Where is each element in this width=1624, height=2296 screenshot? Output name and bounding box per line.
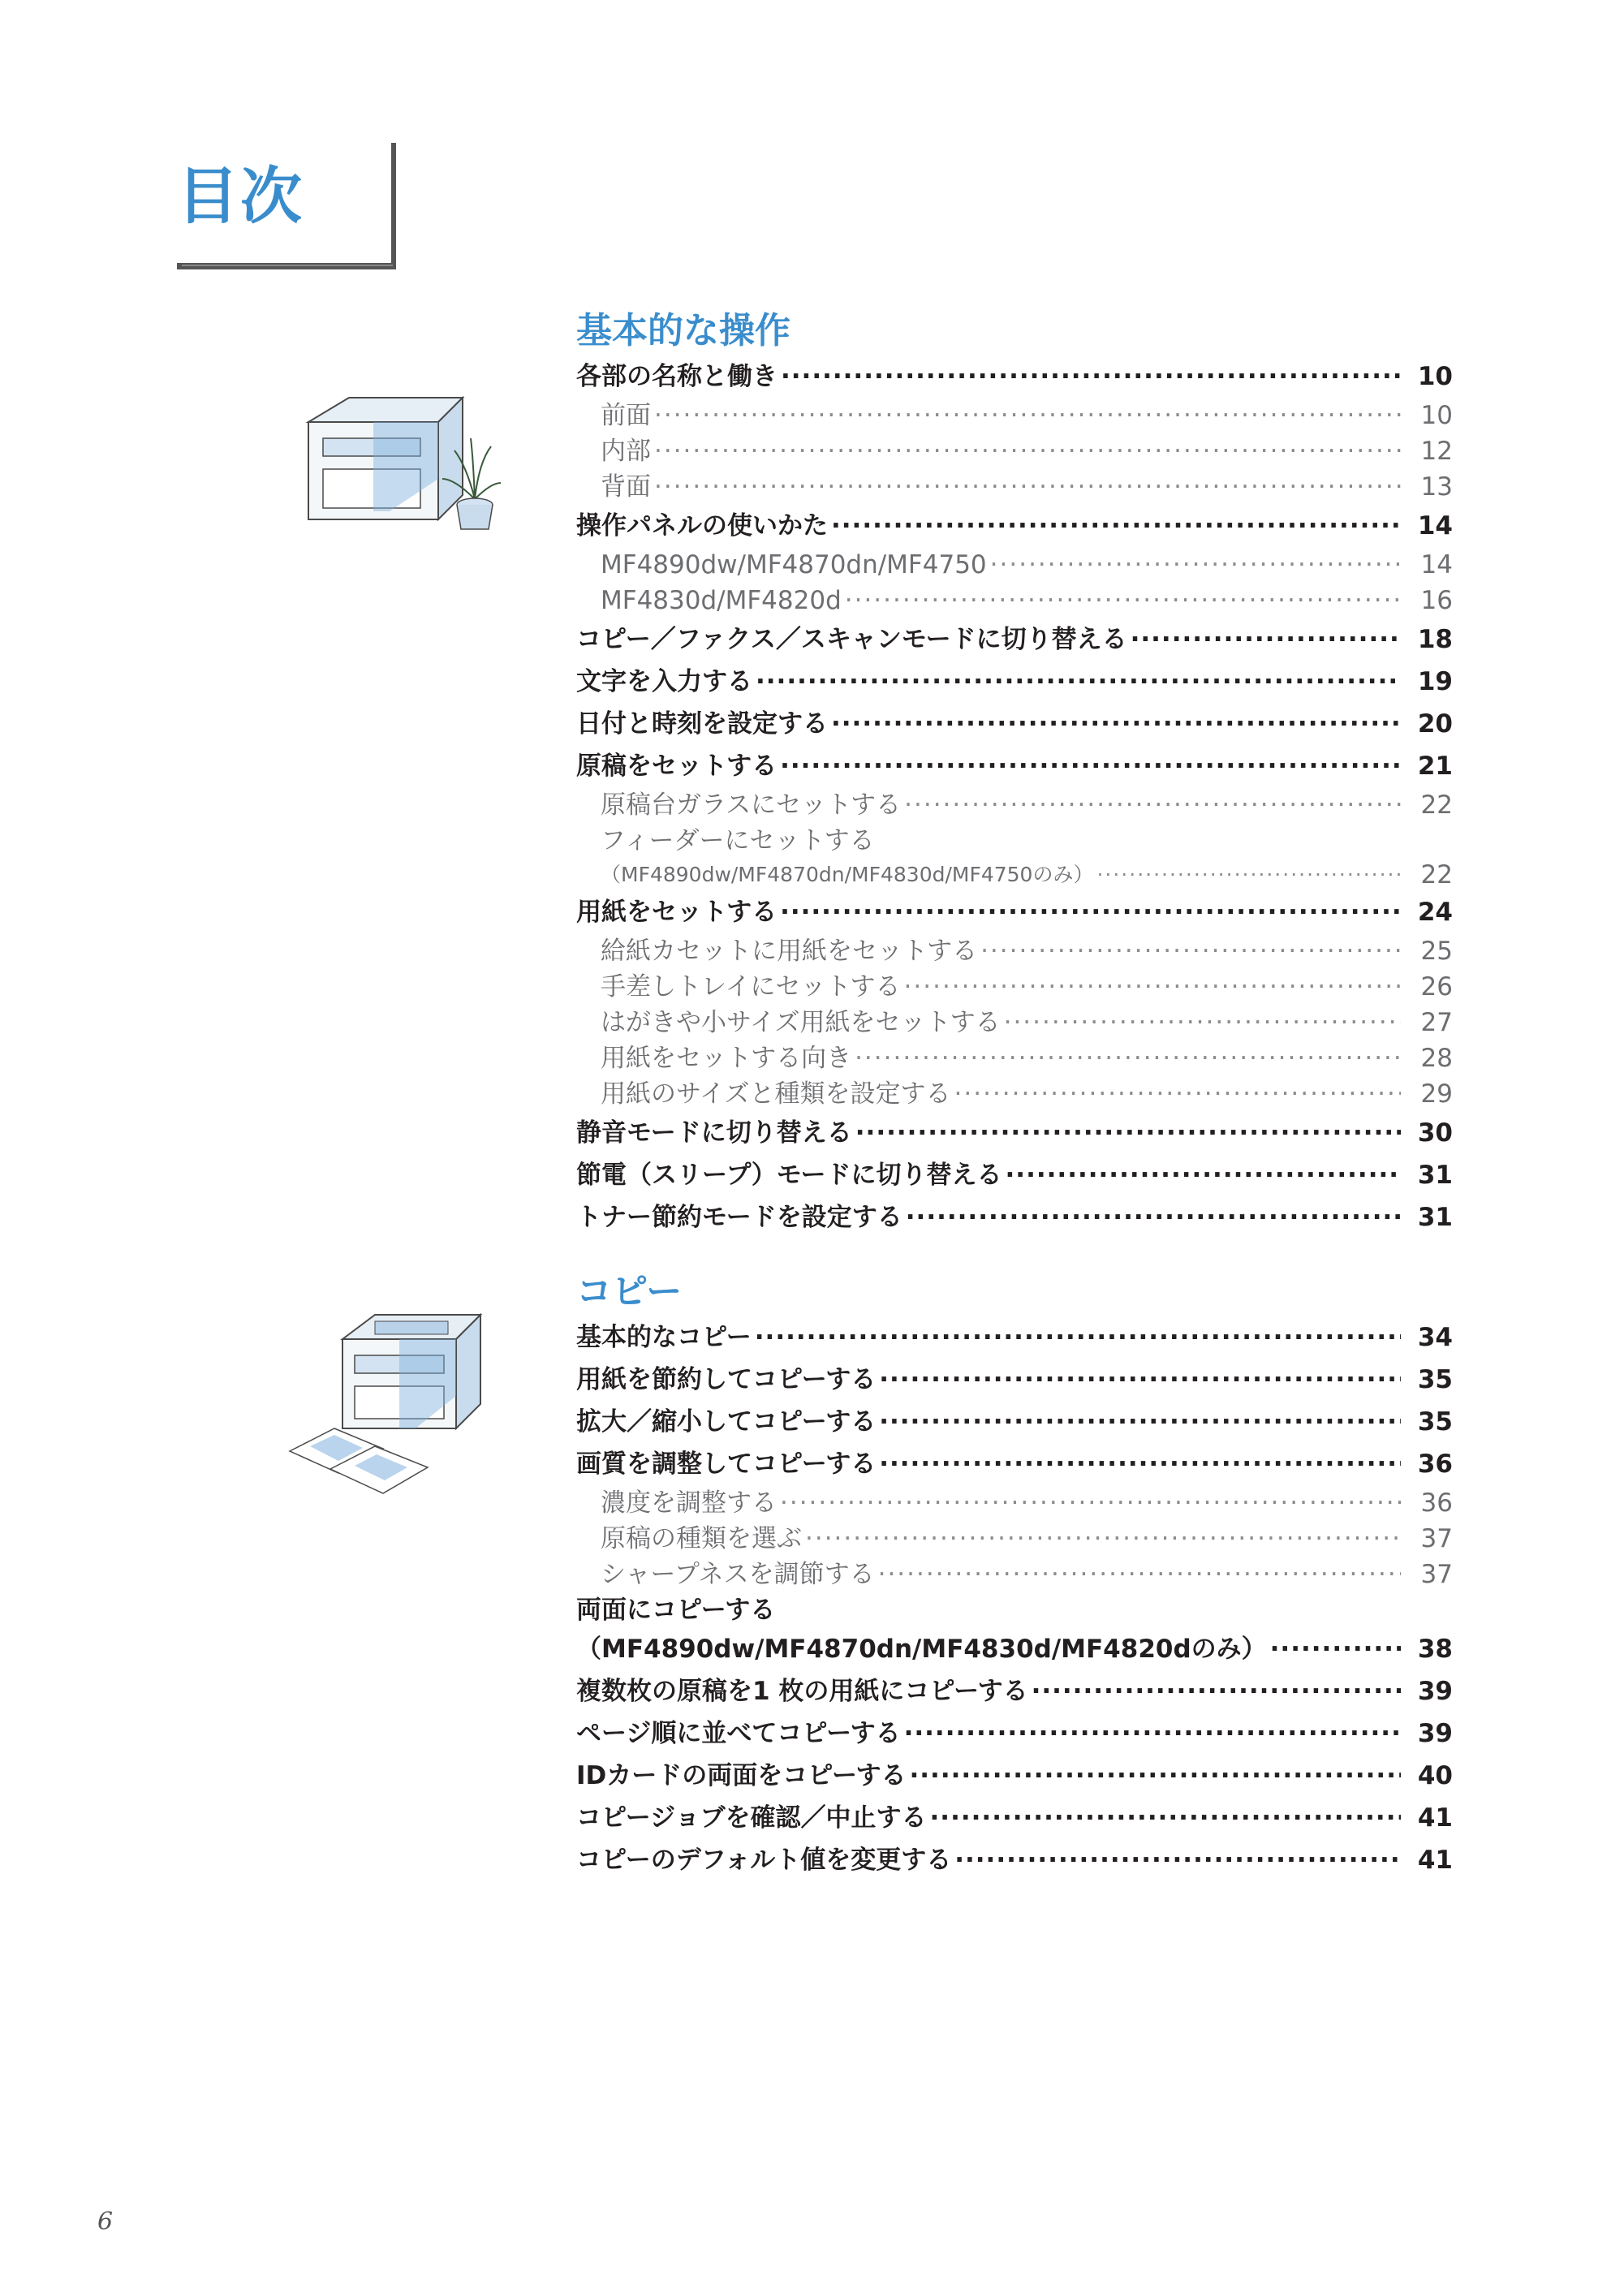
entry-label: 手差しトレイにセットする	[601, 972, 901, 1002]
entry-page: 20	[1417, 709, 1453, 739]
toc-entry[interactable]	[576, 1485, 1453, 1521]
dot-leader	[780, 745, 1401, 787]
entry-label: 原稿台ガラスにセットする	[601, 790, 902, 820]
entry-page: 35	[1417, 1365, 1453, 1394]
dot-leader	[1032, 1670, 1401, 1712]
dot-leader	[831, 505, 1401, 547]
entry-label: 複数枚の原稿を1 枚の用紙にコピーする	[576, 1677, 1028, 1706]
entry-label: 両面にコピーする	[576, 1596, 776, 1625]
dot-leader	[1006, 1154, 1401, 1196]
toc-entry[interactable]	[576, 969, 1453, 1005]
page-title: 目次	[177, 160, 304, 232]
toc-entry[interactable]	[576, 1628, 1453, 1670]
entry-label: 用紙をセットする	[576, 898, 778, 927]
entry-page: 21	[1417, 752, 1453, 781]
dot-leader	[879, 1359, 1401, 1401]
entry-label: 各部の名称と働き	[576, 362, 778, 391]
entry-label: 基本的なコピー	[576, 1323, 752, 1352]
entry-page: 34	[1417, 1323, 1453, 1352]
entry-page: 41	[1417, 1803, 1453, 1833]
toc-entry[interactable]	[576, 1076, 1453, 1112]
toc-entry[interactable]	[576, 1154, 1453, 1196]
entry-page: 36	[1420, 1488, 1453, 1518]
section-heading: コピー	[576, 1271, 683, 1312]
dot-leader	[845, 583, 1401, 618]
dot-leader	[780, 1485, 1401, 1521]
entry-label: ページ順に並べてコピーする	[576, 1719, 901, 1748]
toc-entry[interactable]	[576, 583, 1453, 618]
entry-page: 10	[1420, 401, 1453, 430]
toc-entry[interactable]	[576, 618, 1453, 661]
entry-label: 背面	[601, 472, 651, 502]
entry-label: トナー節約モードを設定する	[576, 1203, 902, 1232]
dot-leader	[831, 703, 1401, 745]
toc-entry[interactable]	[576, 1005, 1453, 1040]
entry-page: 37	[1420, 1560, 1453, 1589]
dot-leader	[654, 398, 1401, 433]
entry-page: 10	[1417, 362, 1453, 391]
entry-page: 14	[1417, 511, 1453, 541]
toc-entry[interactable]	[576, 891, 1453, 933]
entry-label: 濃度を調整する	[601, 1488, 777, 1518]
toc-entry[interactable]	[576, 787, 1453, 823]
toc-entry[interactable]	[576, 1797, 1453, 1839]
toc-entry[interactable]	[576, 703, 1453, 745]
entry-label: 用紙を節約してコピーする	[576, 1365, 877, 1394]
toc-entry[interactable]	[576, 1401, 1453, 1443]
dot-leader	[980, 933, 1401, 969]
entry-label: 拡大／縮小してコピーする	[576, 1407, 877, 1437]
toc-entry[interactable]	[576, 1196, 1453, 1238]
entry-label: コピー／ファクス／スキャンモードに切り替える	[576, 625, 1127, 654]
dot-leader	[990, 547, 1401, 583]
printer-with-copies-illustration	[286, 1307, 497, 1501]
entry-page: 39	[1417, 1677, 1453, 1706]
entry-label: 日付と時刻を設定する	[576, 709, 828, 739]
entry-page: 41	[1417, 1846, 1453, 1875]
toc-entry[interactable]	[576, 1316, 1453, 1359]
dot-leader	[756, 661, 1401, 703]
dot-leader	[654, 433, 1401, 469]
entry-page: 39	[1417, 1719, 1453, 1748]
entry-label: 給紙カセットに用紙をセットする	[601, 937, 978, 966]
toc-section-copy	[576, 1269, 1453, 1881]
toc-entry[interactable]	[576, 661, 1453, 703]
toc-entry[interactable]	[576, 1359, 1453, 1401]
toc-entry[interactable]	[576, 933, 1453, 969]
dot-leader	[1096, 859, 1401, 891]
dot-leader	[1004, 1005, 1401, 1040]
entry-label: 文字を入力する	[576, 667, 752, 696]
entry-page: 16	[1420, 586, 1453, 615]
dot-leader	[780, 891, 1401, 933]
toc-entry[interactable]	[576, 1443, 1453, 1485]
toc-entry[interactable]	[576, 1112, 1453, 1154]
dot-leader	[878, 1557, 1401, 1592]
toc-entry[interactable]	[576, 1521, 1453, 1557]
page-number: 6	[97, 2208, 114, 2236]
toc-entry[interactable]	[576, 547, 1453, 583]
dot-leader	[879, 1443, 1401, 1485]
entry-page: 14	[1420, 550, 1453, 579]
toc-section-basic-operation	[576, 308, 1453, 1238]
entry-page: 28	[1420, 1044, 1453, 1073]
entry-label: コピージョブを確認／中止する	[576, 1803, 927, 1833]
entry-label: 内部	[601, 437, 651, 466]
entry-page: 30	[1417, 1118, 1453, 1148]
section-heading: 基本的な操作	[576, 310, 790, 351]
entry-label: （MF4890dw/MF4870dn/MF4830d/MF4820dのみ）	[576, 1635, 1267, 1664]
toc-entry[interactable]	[576, 1557, 1453, 1592]
entry-page: 40	[1417, 1761, 1453, 1790]
entry-page: 12	[1420, 437, 1453, 466]
entry-page: 18	[1417, 625, 1453, 654]
toc-entry[interactable]	[576, 433, 1453, 469]
dot-leader	[909, 1755, 1401, 1797]
dot-leader	[805, 1521, 1401, 1557]
entry-label: 操作パネルの使いかた	[576, 511, 828, 541]
entry-page: 35	[1417, 1407, 1453, 1437]
entry-page: 31	[1417, 1161, 1453, 1190]
entry-page: 27	[1420, 1008, 1453, 1037]
dot-leader	[904, 969, 1401, 1005]
entry-label: コピーのデフォルト値を変更する	[576, 1846, 952, 1875]
entry-label: フィーダーにセットする	[601, 826, 875, 855]
entry-page: 29	[1420, 1079, 1453, 1109]
toc-entry-continued[interactable]	[576, 1592, 1453, 1628]
entry-page: 13	[1420, 472, 1453, 502]
dot-leader	[781, 355, 1401, 398]
toc-entry[interactable]	[576, 1040, 1453, 1076]
entry-page: 19	[1417, 667, 1453, 696]
entry-page: 24	[1417, 898, 1453, 927]
dot-leader	[855, 1112, 1401, 1154]
dot-leader	[954, 1076, 1401, 1112]
entry-label: （MF4890dw/MF4870dn/MF4830d/MF4750のみ）	[601, 863, 1094, 886]
entry-page: 22	[1420, 860, 1453, 890]
entry-label: シャープネスを調節する	[601, 1560, 875, 1589]
toc-entry[interactable]	[576, 505, 1453, 547]
entry-page: 25	[1420, 937, 1453, 966]
toc-entry[interactable]	[576, 1839, 1453, 1881]
entry-label: 前面	[601, 401, 651, 430]
entry-page: 26	[1420, 972, 1453, 1002]
dot-leader	[904, 787, 1401, 823]
dot-leader	[954, 1839, 1401, 1881]
dot-leader	[755, 1316, 1401, 1359]
printer-with-plant-illustration	[300, 381, 503, 536]
dot-leader	[904, 1712, 1401, 1755]
entry-label: 原稿をセットする	[576, 752, 778, 781]
entry-label: 節電（スリープ）モードに切り替える	[576, 1161, 1002, 1190]
entry-label: はがきや小サイズ用紙をセットする	[601, 1008, 1001, 1037]
entry-page: 38	[1417, 1635, 1453, 1664]
entry-page: 22	[1420, 790, 1453, 820]
dot-leader	[906, 1196, 1401, 1238]
dot-leader	[879, 1401, 1401, 1443]
entry-label: MF4890dw/MF4870dn/MF4750	[601, 550, 987, 579]
toc-entry[interactable]	[576, 355, 1453, 398]
entry-label: IDカードの両面をコピーする	[576, 1761, 907, 1790]
entry-label: MF4830d/MF4820d	[601, 586, 842, 615]
page-title-block	[177, 143, 398, 269]
entry-label: 静音モードに切り替える	[576, 1118, 852, 1148]
entry-label: 用紙のサイズと種類を設定する	[601, 1079, 951, 1109]
dot-leader	[1131, 618, 1401, 661]
entry-page: 36	[1417, 1450, 1453, 1479]
toc-entry[interactable]	[576, 859, 1453, 891]
entry-page: 37	[1420, 1524, 1453, 1553]
toc-entry[interactable]	[576, 1755, 1453, 1797]
entry-label: 原稿の種類を選ぶ	[601, 1524, 802, 1553]
dot-leader	[1270, 1628, 1401, 1670]
entry-page: 31	[1417, 1203, 1453, 1232]
toc-entry[interactable]	[576, 1712, 1453, 1755]
entry-label: 用紙をセットする向き	[601, 1044, 852, 1073]
dot-leader	[930, 1797, 1401, 1839]
toc-entry[interactable]	[576, 1670, 1453, 1712]
dot-leader	[855, 1040, 1401, 1076]
toc-entry-continued[interactable]	[576, 823, 1453, 859]
dot-leader	[654, 469, 1401, 505]
toc-entry[interactable]	[576, 398, 1453, 433]
toc-entry[interactable]	[576, 469, 1453, 505]
entry-label: 画質を調整してコピーする	[576, 1450, 877, 1479]
toc-entry[interactable]	[576, 745, 1453, 787]
